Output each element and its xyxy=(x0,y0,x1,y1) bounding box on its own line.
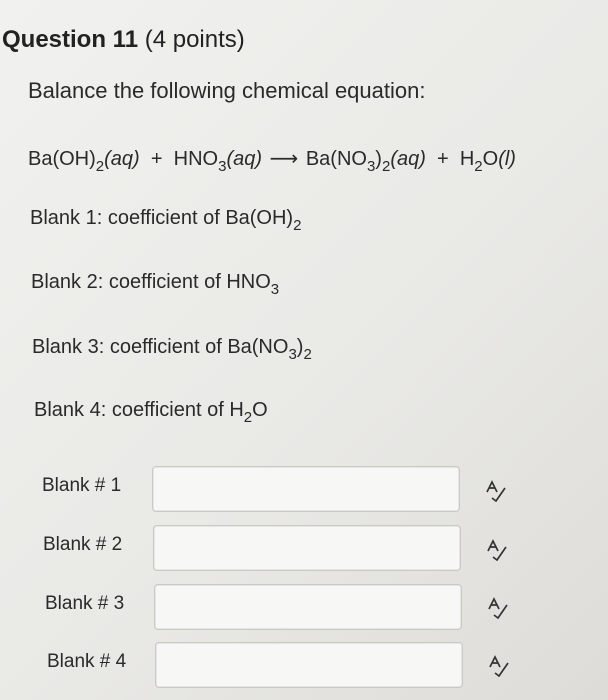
question-points: (4 points) xyxy=(144,26,245,53)
spellcheck-icon[interactable] xyxy=(487,655,511,677)
blank-3-label: Blank # 3 xyxy=(45,593,125,614)
instruction-text: Balance the following chemical equation: xyxy=(28,78,426,103)
blank-4-label: Blank # 4 xyxy=(47,651,127,672)
blank-1-description: Blank 1: coefficient of $Ba(OH)_2$ xyxy=(30,207,302,234)
blank-2-description: Blank 2: coefficient of $HNO_3$ xyxy=(31,271,280,298)
blank-3-description: Blank 3: coefficient of $Ba(NO_3)_2$ xyxy=(32,336,312,363)
question-header xyxy=(2,26,245,54)
blank-4-description: Blank 4: coefficient of $H_2O$ xyxy=(34,399,268,426)
spellcheck-icon[interactable] xyxy=(486,597,510,619)
reaction-arrow: ⟶ xyxy=(269,148,299,170)
blank-2-input[interactable] xyxy=(153,525,461,571)
blank-2-label: Blank # 2 xyxy=(43,534,123,555)
blank-4-input[interactable] xyxy=(155,642,463,688)
question-title: Question 11 xyxy=(2,26,139,53)
blank-1-input[interactable] xyxy=(152,466,460,512)
spellcheck-icon[interactable] xyxy=(485,539,509,561)
blank-1-label: Blank # 1 xyxy=(42,475,122,496)
spellcheck-icon[interactable] xyxy=(484,480,508,502)
blank-3-input[interactable] xyxy=(154,584,462,630)
chemical-equation: $Ba(OH)_2(aq) + HNO_3(aq)$ ⟶ $Ba(NO_3)_2(aq) + H_2O(l)$ xyxy=(28,148,516,175)
